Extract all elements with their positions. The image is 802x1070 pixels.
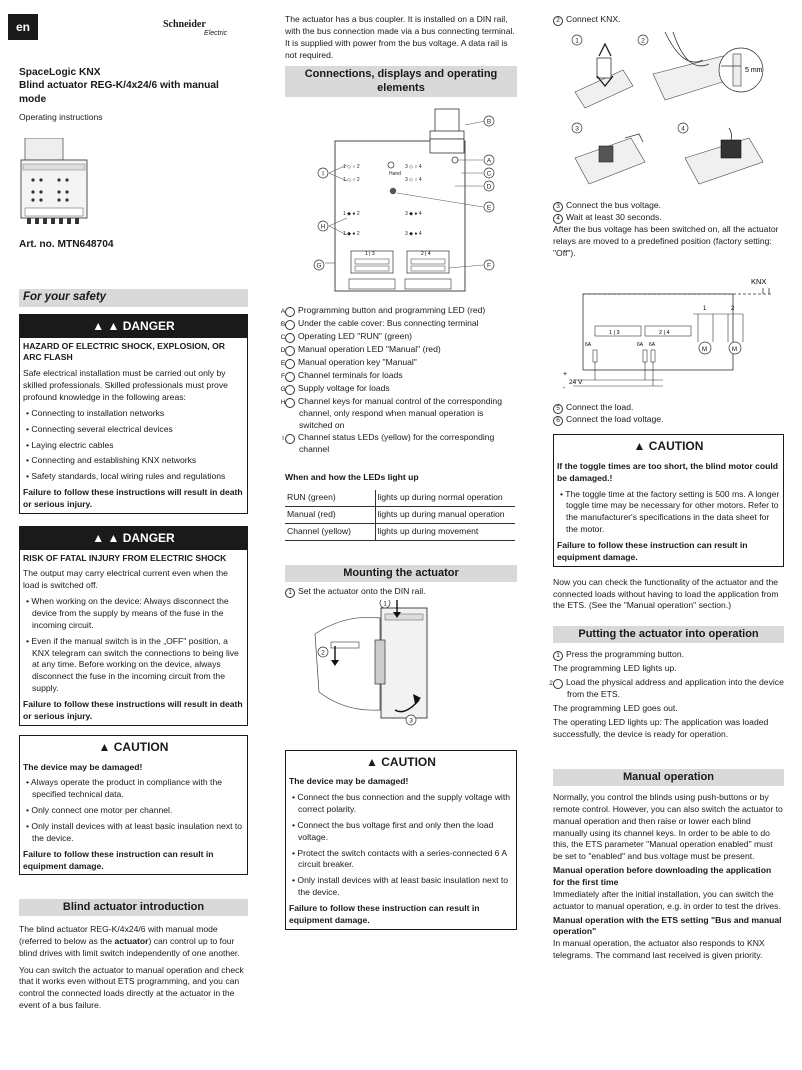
step-text: Set the actuator onto the DIN rail.	[298, 585, 426, 596]
warning-icon: ▲	[366, 754, 382, 769]
danger-footer: Failure to follow these instructions will result in death or serious injury.	[23, 699, 243, 721]
callout-c: C	[486, 170, 492, 178]
step-number: 1	[553, 651, 563, 661]
list-item: • Always operate the product in compliance with the specified technical data.	[23, 777, 244, 801]
article-number: Art. no. MTN648704	[19, 239, 114, 250]
step-number: 6	[553, 416, 563, 426]
danger-footer: Failure to follow these instructions will result in death or serious injury.	[23, 487, 243, 509]
coupler-text: The actuator has a bus coupler. It is installed on a DIN rail, with the bus connection made via a bus connecting terminal. It is supplied with power from the bus voltage. A data rail is not required.	[285, 14, 515, 60]
manual-text-2: In manual operation, the actuator also responds to KNX telegrams. The command last received is given priority.	[553, 938, 765, 961]
intro-heading: Blind actuator introduction	[19, 899, 248, 916]
danger-list	[23, 596, 244, 695]
callout-f: F	[487, 262, 491, 270]
legend-key: G	[285, 385, 295, 395]
danger-header-2	[20, 527, 247, 550]
device-image	[19, 138, 89, 226]
step-text: Connect KNX.	[566, 14, 621, 24]
mounting-heading: Mounting the actuator	[285, 565, 517, 582]
manual-subheading-1: Manual operation before downloading the application for the first time	[553, 865, 772, 887]
op-text-1: The programming LED lights up.	[553, 663, 677, 674]
list-item: • Only install devices with at least basic insulation next to the device.	[23, 821, 244, 845]
callout-b: B	[486, 118, 492, 126]
warning-icon: ▲	[98, 740, 114, 754]
caution-footer: Failure to follow these instruction can result in equipment damage.	[289, 903, 480, 925]
hand-label: Hand	[389, 170, 401, 177]
fuse-label: 6A	[585, 342, 592, 349]
knx-num-2: 2	[641, 37, 645, 45]
brand-sub: Electric	[204, 30, 227, 37]
svg-text:3 ◆ ● 4: 3 ◆ ● 4	[405, 210, 422, 217]
legend-text: Under the cable cover: Bus connecting terminal	[298, 317, 479, 328]
wire-strip-label: 5 mm	[745, 67, 763, 74]
list-item: • Safety standards, local wiring rules and regulations	[23, 471, 244, 483]
list-item: • Protect the switch contacts with a series-connected 6 A circuit breaker.	[289, 848, 513, 872]
motor-symbol: M	[732, 347, 737, 354]
danger-header-1	[20, 315, 247, 338]
step-text: Connect the bus voltage.	[566, 199, 662, 210]
language-badge: en	[8, 14, 38, 40]
manual-text: Normally, you control the blinds using push-buttons or by remote control. However, you can also switch the actuator to manual operation and then raise or lower each blind manually using its channel keys. In order to be able to do this, the ETS parameter "Manual operation enabled" must be set to "enabled" and bus voltage must be present.	[553, 791, 783, 862]
legend-text: Operating LED "RUN" (green)	[298, 330, 413, 341]
motor-2-label: 2	[731, 306, 735, 313]
mount-num-3: 3	[409, 717, 413, 725]
warning-icon: ▲ ▲	[92, 531, 123, 545]
caution-list	[557, 489, 780, 536]
legend-item	[280, 343, 517, 356]
op-step-2	[549, 677, 784, 701]
operation-heading: Putting the actuator into operation	[553, 626, 784, 643]
doc-type: Operating instructions	[19, 111, 103, 122]
caution-box-3	[553, 434, 784, 566]
wiring-ch24: 2 | 4	[659, 330, 670, 337]
legend-key: D	[285, 346, 295, 356]
minus-label: -	[563, 385, 566, 393]
danger-label: DANGER	[122, 531, 175, 545]
svg-text:1 ◆ ● 2: 1 ◆ ● 2	[343, 210, 360, 217]
legend-text: Supply voltage for loads	[298, 382, 390, 393]
knx-label: KNX	[751, 277, 767, 287]
list-item: • Laying electric cables	[23, 440, 244, 452]
knx-num-1: 1	[575, 37, 579, 45]
step-connect-load	[553, 402, 784, 414]
caution-footer: Failure to follow these instruction can result in equipment damage.	[557, 540, 748, 562]
legend-list	[280, 304, 517, 457]
relay-text: After the bus voltage has been switched on, all the actuator relays are moved to a predefined position (factory setting: "Off").	[553, 223, 779, 258]
led-desc: lights up during normal operation	[375, 490, 515, 506]
step-number: 2	[553, 679, 563, 689]
step-number: 4	[553, 214, 563, 224]
motor-symbol: M	[702, 347, 707, 354]
led-desc: lights up during manual operation	[375, 506, 515, 523]
wiring-diagram	[553, 270, 784, 394]
legend-item	[281, 369, 517, 382]
list-item: • Connecting several electrical devices	[23, 424, 244, 436]
list-item: • Only install devices with at least basic insulation next to the device.	[289, 875, 513, 899]
intro-paragraph-2: You can switch the actuator to manual operation and check that it works even without ETS programming, and you can control the connected loads directly at the actuator in the event of a bus failure.	[19, 964, 244, 1011]
legend-item	[280, 304, 517, 317]
list-item: • Connect the bus connection and the supply voltage with correct polarity.	[289, 792, 513, 816]
svg-text:1 ◆ ● 2: 1 ◆ ● 2	[343, 230, 360, 237]
step-load-voltage	[553, 414, 784, 426]
connections-heading: Connections, displays and operating elements	[285, 66, 517, 96]
safety-heading: For your safety	[19, 289, 248, 307]
danger-intro: Safe electrical installation must be carried out only by skilled professionals. Skilled professionals must prove profound knowledge in the following areas:	[23, 368, 228, 402]
op-step-1	[553, 649, 784, 661]
knx-num-3: 3	[575, 125, 579, 133]
callout-a: A	[486, 157, 492, 165]
legend-text: Programming button and programming LED (red)	[298, 304, 486, 315]
wiring-ch13: 1 | 3	[609, 330, 620, 337]
table-row	[285, 490, 515, 506]
legend-item	[280, 382, 517, 395]
step-wait	[553, 212, 784, 224]
intro-text: The blind actuator REG-K/4x24/6 with manual mode (referred to below as the	[19, 924, 218, 946]
legend-item	[280, 330, 517, 343]
svg-text:3 ◆ ● 4: 3 ◆ ● 4	[405, 230, 422, 237]
caution-label: CAUTION	[381, 754, 436, 769]
manual-heading: Manual operation	[553, 769, 784, 786]
callout-g: G	[316, 262, 322, 270]
warning-icon: ▲	[633, 439, 649, 454]
caution-title: If the toggle times are too short, the blind motor could be damaged.!	[557, 460, 779, 483]
product-title: SpaceLogic KNX	[19, 67, 101, 78]
list-item: • Connect the bus voltage first and only then the load voltage.	[289, 820, 513, 844]
fuse-label: 6A	[637, 342, 644, 349]
legend-text: Channel terminals for loads	[298, 369, 403, 380]
legend-key: C	[285, 333, 295, 343]
step-text: Connect the load.	[566, 402, 634, 413]
legend-key: H	[285, 398, 295, 408]
voltage-label: 24 V	[569, 379, 583, 387]
intro-text: ) can control up to four blind drives with limit switch independently of one another.	[19, 935, 240, 958]
caution-box-1	[19, 735, 248, 875]
leds-heading: When and how the LEDs light up	[285, 472, 419, 483]
led-desc: lights up during movement	[375, 523, 515, 540]
caution-header	[286, 751, 516, 774]
legend-text: Manual operation key "Manual"	[298, 356, 417, 367]
led-name: RUN (green)	[285, 490, 375, 506]
op-text-2: The programming LED goes out.	[553, 703, 678, 714]
intro-paragraph-1	[19, 924, 248, 960]
op-text-3: The operating LED lights up: The application was loaded successfully, the device is ready for operation.	[553, 717, 769, 739]
warning-icon: ▲ ▲	[92, 319, 123, 333]
legend-item	[282, 432, 517, 456]
legend-item	[280, 395, 517, 432]
fuse-label: 6A	[649, 342, 656, 349]
step-connect-knx	[553, 14, 784, 26]
callout-d: D	[486, 183, 492, 191]
svg-text:3 ◇ ○ 4: 3 ◇ ○ 4	[405, 176, 422, 183]
legend-item	[280, 317, 517, 330]
list-item: • Only connect one motor per channel.	[23, 805, 244, 817]
danger-box-1	[19, 314, 248, 514]
list-item: • Even if the manual switch is in the „OFF" position, a KNX telegram can switch the connections to being live at any time. Before working on the device, always disconnect the fuse in the incoming circuit from the supply.	[23, 636, 244, 695]
list-item: • Connecting to installation networks	[23, 408, 244, 420]
legend-key: E	[285, 359, 295, 369]
check-text: Now you can check the functionality of the actuator and the connected loads without having to load the application from the ETS. (See the "Manual operation" section.)	[553, 576, 779, 611]
danger-list	[23, 408, 244, 483]
knx-connection-diagram	[553, 30, 784, 192]
mount-num-1: 1	[383, 600, 387, 608]
caution-header	[554, 435, 783, 458]
motor-1-label: 1	[703, 306, 707, 313]
legend-key: F	[285, 372, 295, 382]
svg-text:3 ◇ ○ 4: 3 ◇ ○ 4	[405, 163, 422, 170]
legend-text: Channel status LEDs (yellow) for the corresponding channel	[298, 432, 495, 455]
svg-text:1 ◇ ○ 2: 1 ◇ ○ 2	[343, 176, 360, 183]
led-table	[285, 490, 515, 541]
step-text: Connect the load voltage.	[566, 414, 664, 425]
list-item: • The toggle time at the factory setting is 500 ms. A longer toggle time may be necessary for other motors. Refer to the manufacturer's specifications in the data sheet for the motor.	[557, 489, 780, 536]
callout-e: E	[486, 204, 492, 212]
step-text: Load the physical address and application into the device from the ETS.	[566, 677, 784, 700]
callout-h: H	[320, 223, 326, 231]
led-name: Manual (red)	[285, 506, 375, 523]
step-number: 2	[553, 16, 563, 26]
mounting-diagram	[285, 600, 517, 728]
list-item: • When working on the device: Always disconnect the device from the supply by means of the fuse in the incoming circuit.	[23, 596, 244, 632]
caution-title: The device may be damaged!	[23, 761, 143, 772]
caution-header	[20, 736, 247, 759]
callout-i: I	[322, 170, 324, 178]
caution-label: CAUTION	[113, 740, 169, 754]
caution-box-2	[285, 750, 517, 930]
svg-text:1 ◇ ○ 2: 1 ◇ ○ 2	[343, 163, 360, 170]
legend-item	[280, 356, 517, 369]
caution-footer: Failure to follow these instruction can result in equipment damage.	[23, 848, 214, 871]
danger-title: HAZARD OF ELECTRIC SHOCK, EXPLOSION, OR ARC FLASH	[23, 340, 225, 363]
danger-title: RISK OF FATAL INJURY FROM ELECTRIC SHOCK	[23, 552, 227, 563]
manual-subheading-2: Manual operation with the ETS setting "Bus and manual operation"	[553, 914, 782, 937]
channel-2-4-label: 2 | 4	[421, 250, 431, 257]
legend-text: Manual operation LED "Manual" (red)	[298, 343, 441, 354]
step-number: 5	[553, 404, 563, 414]
device-front-diagram	[285, 103, 517, 293]
plus-label: +	[563, 371, 568, 379]
led-name: Channel (yellow)	[285, 523, 375, 540]
caution-list	[289, 792, 513, 899]
brand-name: Schneider	[163, 19, 206, 30]
caution-label: CAUTION	[648, 439, 704, 454]
list-item: • Connecting and establishing KNX networks	[23, 455, 244, 467]
legend-key: B	[285, 320, 295, 330]
mount-num-2: 2	[321, 649, 325, 657]
step-text: Wait at least 30 seconds.	[566, 211, 662, 222]
danger-label: DANGER	[122, 319, 175, 333]
step-text: Press the programming button.	[566, 649, 684, 660]
manual-text-1: Immediately after the initial installation, you can switch the actuator to manual operation, e.g. in order to test the drives.	[553, 888, 781, 911]
brand-logo	[163, 20, 227, 37]
intro-bold: actuator	[114, 935, 149, 946]
mount-step-1	[285, 586, 517, 598]
legend-text: Channel keys for manual control of the corresponding channel, only respond when manual operation is switched on	[298, 395, 502, 430]
table-row	[285, 506, 515, 523]
step-bus-voltage	[553, 200, 784, 212]
channel-1-3-label: 1 | 3	[365, 250, 375, 257]
danger-box-2	[19, 526, 248, 726]
step-number: 3	[553, 202, 563, 212]
table-row	[285, 523, 515, 540]
knx-num-4: 4	[681, 125, 685, 133]
caution-title: The device may be damaged!	[289, 776, 409, 787]
legend-key: I	[285, 434, 295, 444]
legend-key: A	[285, 307, 295, 317]
danger-intro: The output may carry electrical current even when the load is switched off.	[23, 568, 228, 591]
step-number: 1	[285, 588, 295, 598]
caution-list	[23, 777, 244, 844]
product-subtitle: Blind actuator REG-K/4x24/6 with manual mode	[19, 80, 219, 105]
